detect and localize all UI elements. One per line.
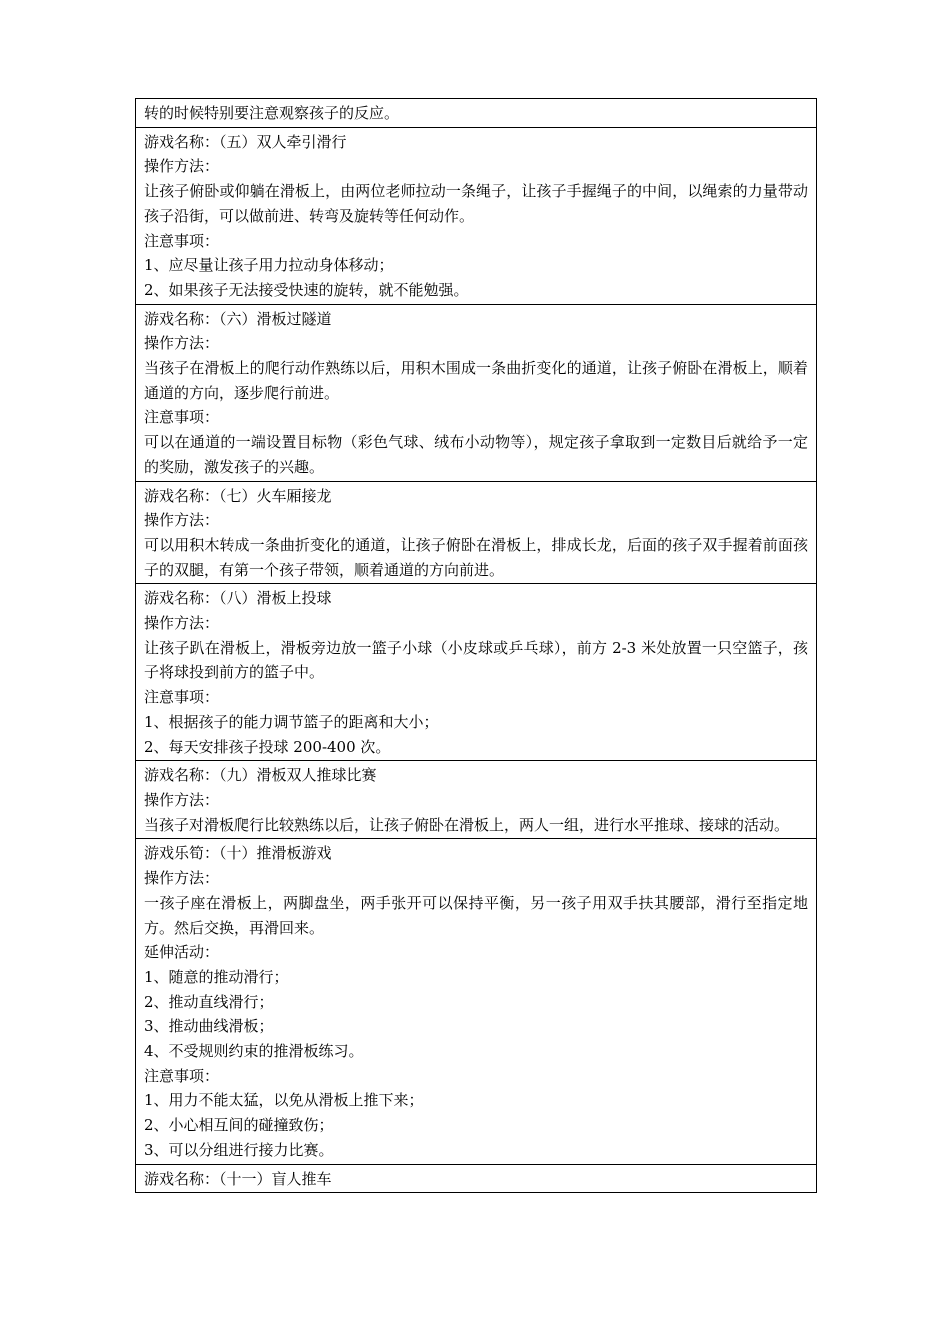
game-title: 游戏名称：（九）滑板双人推球比赛 xyxy=(144,766,377,785)
section-heading: 延伸活动： xyxy=(144,943,220,962)
table-row xyxy=(136,839,817,1164)
list-item: 3、推动曲线滑板； xyxy=(144,1017,274,1036)
game-title: 游戏乐筍：（十）推滑板游戏 xyxy=(144,844,332,863)
table-row xyxy=(136,584,817,761)
paragraph: 让孩子俯卧或仰躺在滑板上，由两位老师拉动一条绳子，让孩子手握绳子的中间，以绳索的力量带动孩子沿街，可以做前进、转弯及旋转等任何动作。 xyxy=(144,182,808,225)
table-row xyxy=(136,481,817,584)
table-row xyxy=(136,304,817,481)
list-item: 1、随意的推动滑行； xyxy=(144,967,289,986)
section-heading: 注意事项： xyxy=(144,231,220,250)
table-cell xyxy=(136,304,817,481)
section-heading: 注意事项： xyxy=(144,1066,220,1085)
list-item: 2、每天安排孩子投球 200-400 次。 xyxy=(144,737,391,756)
paragraph: 一孩子座在滑板上，两脚盘坐，两手张开可以保持平衡，另一孩子用双手扶其腰部，滑行至指定地方。然后交换，再滑回来。 xyxy=(144,893,808,937)
table-cell xyxy=(136,99,817,128)
list-item: 2、如果孩子无法接受快速的旋转，就不能勉强。 xyxy=(144,280,469,299)
list-item: 2、推动直线滑行； xyxy=(144,992,274,1011)
table-row xyxy=(136,127,817,304)
paragraph: 可以用积木转成一条曲折变化的通道，让孩子俯卧在滑板上，排成长龙，后面的孩子双手握着前面孩子的双腿，有第一个孩子带领，顺着通道的方向前进。 xyxy=(144,535,808,579)
table-cell xyxy=(136,127,817,304)
list-item: 2、小心相互间的碰撞致伤； xyxy=(144,1116,334,1135)
table-cell xyxy=(136,481,817,584)
list-item: 1、用力不能太猛，以免从滑板上推下来； xyxy=(144,1091,424,1110)
game-title: 游戏名称：（六）滑板过隧道 xyxy=(144,309,332,328)
section-heading: 操作方法： xyxy=(144,790,220,809)
paragraph: 让孩子趴在滑板上，滑板旁边放一篮子小球（小皮球或乒乓球），前方 2-3 米处放置一只空篮子，孩子将球投到前方的篮子中。 xyxy=(144,638,808,682)
section-heading: 注意事项： xyxy=(144,408,220,427)
game-instructions-table xyxy=(135,98,817,1193)
game-title: 游戏名称：（七）火车厢接龙 xyxy=(144,486,332,505)
section-heading: 操作方法： xyxy=(144,614,220,633)
table-row xyxy=(136,99,817,128)
table-cell xyxy=(136,1164,817,1193)
paragraph: 当孩子在滑板上的爬行动作熟练以后，用积木围成一条曲折变化的通道，让孩子俯卧在滑板上，顺着通道的方向，逐步爬行前进。 xyxy=(144,359,808,402)
game-title: 游戏名称：（五）双人牵引滑行 xyxy=(144,132,347,151)
section-heading: 操作方法： xyxy=(144,869,220,888)
table-cell xyxy=(136,584,817,761)
table-cell xyxy=(136,761,817,839)
section-heading: 注意事项： xyxy=(144,688,220,707)
section-heading: 操作方法： xyxy=(144,511,220,530)
list-item: 1、应尽量让孩子用力拉动身体移动； xyxy=(144,256,394,275)
paragraph: 可以在通道的一端设置目标物（彩色气球、绒布小动物等），规定孩子拿取到一定数目后就给予一定的奖励，激发孩子的兴趣。 xyxy=(144,433,808,476)
text-line: 转的时候特别要注意观察孩子的反应。 xyxy=(144,104,400,122)
list-item: 4、不受规则约束的推滑板练习。 xyxy=(144,1042,364,1061)
game-title: 游戏名称：（十一）盲人推车 xyxy=(144,1169,332,1188)
section-heading: 操作方法： xyxy=(144,157,220,176)
game-title: 游戏名称：（八）滑板上投球 xyxy=(144,589,332,608)
table-row xyxy=(136,1164,817,1193)
table-cell xyxy=(136,839,817,1164)
list-item: 1、根据孩子的能力调节篮子的距离和大小； xyxy=(144,712,439,731)
table-row xyxy=(136,761,817,839)
section-heading: 操作方法： xyxy=(144,334,220,353)
list-item: 3、可以分组进行接力比赛。 xyxy=(144,1140,334,1159)
paragraph: 当孩子对滑板爬行比较熟练以后，让孩子俯卧在滑板上，两人一组，进行水平推球、接球的活动。 xyxy=(144,815,790,834)
